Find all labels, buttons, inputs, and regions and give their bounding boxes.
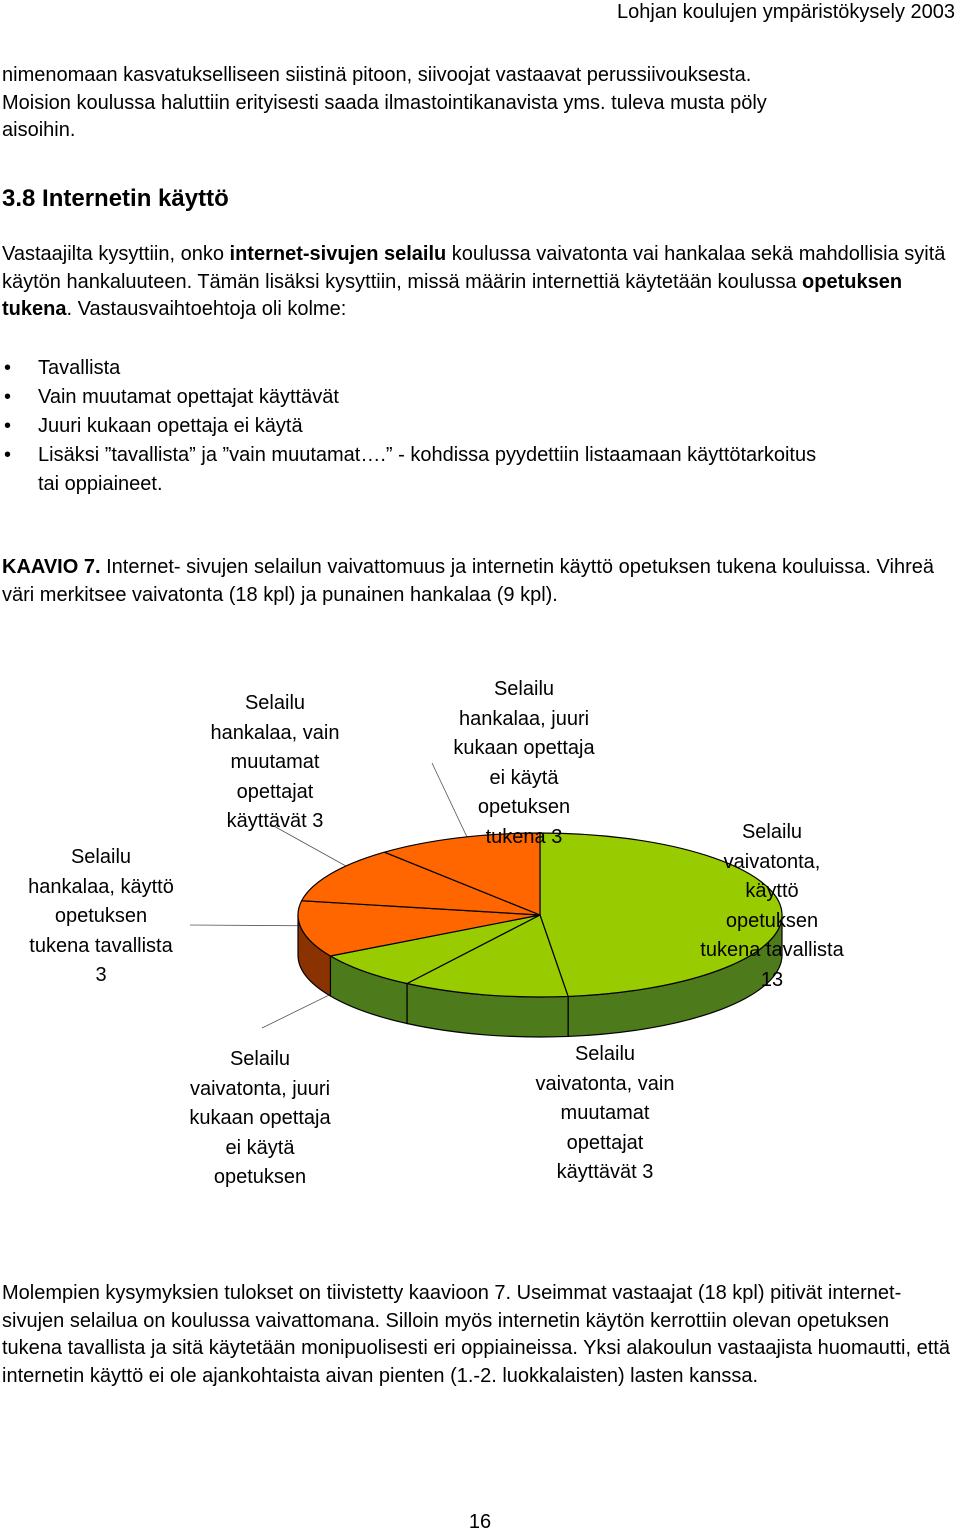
label-line: muutamat <box>560 1102 650 1124</box>
label-line: kukaan opettaja <box>189 1107 331 1129</box>
label-line: Selailu <box>70 846 132 868</box>
label-line: vaivatonta, vain <box>535 1072 675 1095</box>
section-paragraph <box>2 241 952 324</box>
label-line: opettajat <box>236 780 314 803</box>
label-line: käyttö <box>745 880 799 902</box>
label-line: käyttävät 3 <box>226 810 324 832</box>
label-line: tukena 3 <box>485 825 563 848</box>
slice-label-hankalaa-tavallista <box>8 843 194 991</box>
bold-term: internet-sivujen selailu <box>229 243 447 265</box>
slice-label-vaivatonta-ei-kayta <box>166 1045 354 1193</box>
label-line: hankalaa, vain <box>210 721 340 744</box>
label-line: ei käytä <box>489 766 559 789</box>
slice-label-vaivatonta-muutamat <box>510 1040 700 1188</box>
label-line: Selailu <box>741 821 803 843</box>
paragraph-text: Vastaajilta kysyttiin, onko <box>2 243 230 265</box>
label-line: 13 <box>760 968 784 991</box>
label-line: kukaan opettaja <box>453 737 595 759</box>
label-line: vaivatonta, <box>723 850 821 873</box>
list-item: • Juuri kukaan opettaja ei käytä <box>2 412 942 441</box>
summary-paragraph: Molempien kysymyksien tulokset on tiivistetty kaavioon 7. Useimmat vastaajat (18 kpl) pitivät internet-sivujen selailua on koulussa vaivattomana. Silloin myös internetin käytön kerrottiin olevan opetuksen tukena tavallista ja sitä käytetään monipuolisesti eri oppiaineissa. Yksi alakoulun vastaajista huomautti, että internetin käyttö ei ole ajankohtaista aivan pienten (1.-2. luokkalaisten) lasten kanssa. <box>2 1282 950 1387</box>
label-line: muutamat <box>230 751 320 773</box>
label-line: Selailu <box>574 1043 636 1065</box>
intro-line: Moision koulussa haluttiin erityisesti saada ilmastointikanavista yms. tuleva musta pöly <box>2 91 767 114</box>
label-line: ei käytä <box>225 1136 295 1159</box>
label-line: hankalaa, käyttö <box>28 875 174 898</box>
running-header: Lohjan koulujen ympäristökysely 2003 <box>617 1 955 23</box>
intro-line: nimenomaan kasvatukselliseen siistinä pitoon, siivoojat vastaavat perussiivouksesta. <box>2 64 752 86</box>
label-line: opetuksen <box>477 796 571 818</box>
section-heading: 3.8 Internetin käyttö <box>2 185 229 212</box>
intro-line: aisoihin. <box>2 119 76 141</box>
label-line: 3 <box>95 964 107 986</box>
label-line: opetuksen <box>213 1166 307 1188</box>
label-line: opettajat <box>566 1131 644 1154</box>
label-line: Selailu <box>493 678 555 700</box>
label-line: opetuksen <box>725 909 819 932</box>
page-number: 16 <box>468 1511 492 1533</box>
paragraph-text: koulussa vaivatonta vai hankalaa sekä mahdollisia syitä käytön hankaluuteen. Tämän lisäksi kysyttiin, missä määrin internettiä käytetään koulussa <box>2 243 946 293</box>
slice-label-vaivatonta-tavallista <box>678 818 866 995</box>
label-line: Selailu <box>229 1048 291 1070</box>
list-item: • Vain muutamat opettajat käyttävät <box>2 383 942 412</box>
label-line: opetuksen <box>54 905 148 927</box>
label-line: käyttävät 3 <box>556 1161 654 1183</box>
list-item: • Lisäksi ”tavallista” ja ”vain muutamat….” - kohdissa pyydettiin listaamaan käyttötarkoitus tai oppiaineet. <box>2 441 942 499</box>
caption-text: Internet- sivujen selailun vaivattomuus ja internetin käyttö opetuksen tukena kouluissa. Vihreä väri merkitsee vaivatonta (18 kpl) ja punainen hankalaa (9 kpl). <box>2 556 934 606</box>
caption-label: KAAVIO 7. <box>2 556 101 578</box>
intro-paragraph <box>2 62 952 145</box>
option-list <box>2 354 942 499</box>
figure-caption <box>2 554 952 609</box>
label-line: tukena tavallista <box>700 939 844 961</box>
slice-label-hankalaa-ei-kayta <box>430 675 618 852</box>
label-line: tukena tavallista <box>29 934 173 957</box>
label-line: hankalaa, juuri <box>458 707 590 730</box>
list-item: • Tavallista <box>2 354 942 383</box>
label-line: vaivatonta, juuri <box>189 1077 331 1100</box>
bold-term: opetuksen tukena <box>2 270 903 320</box>
paragraph-text: . Vastausvaihtoehtoja oli kolme: <box>66 298 347 320</box>
label-line: Selailu <box>244 692 306 714</box>
slice-label-hankalaa-muutamat <box>188 689 362 837</box>
